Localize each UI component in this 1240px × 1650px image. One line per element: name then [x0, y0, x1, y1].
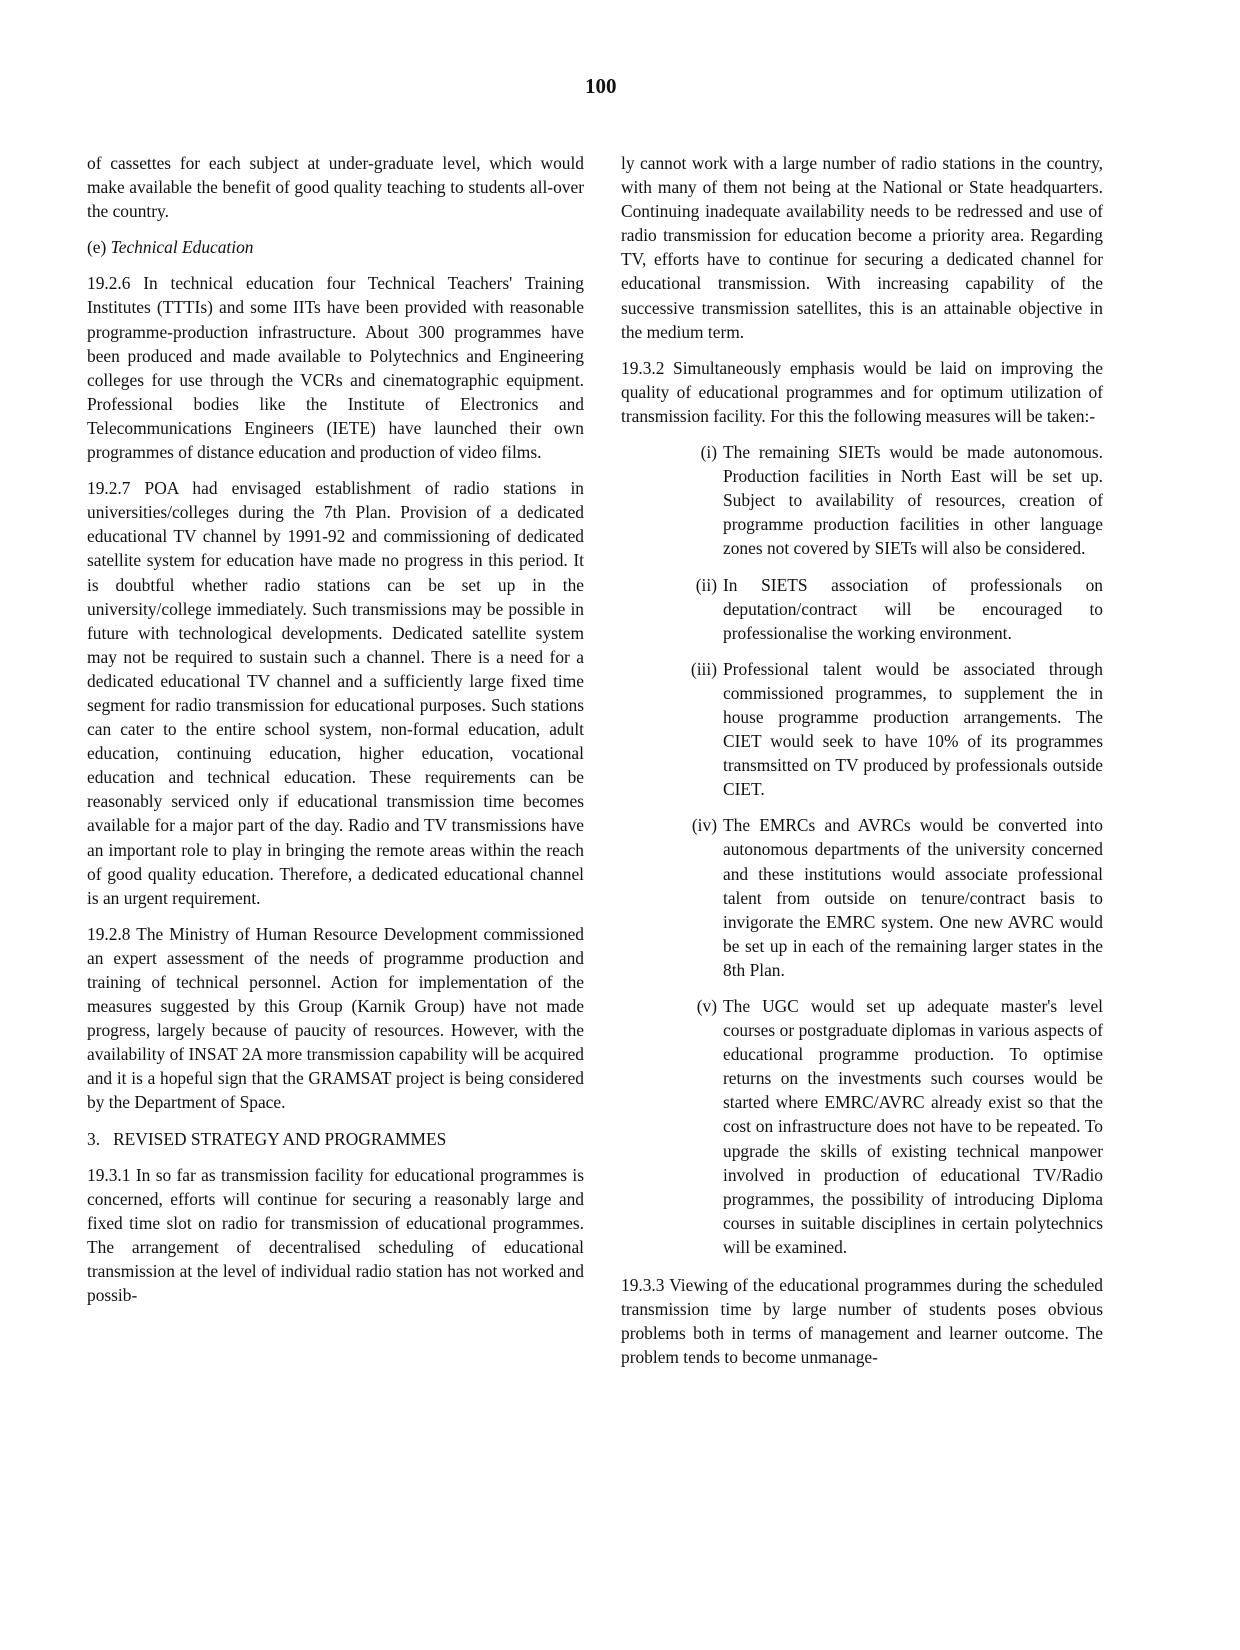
list-item-text: In SIETS association of professionals on deputation/contract will be encouraged to professionalise the working environment. [723, 574, 1103, 643]
section-heading-revised-strategy: 3. REVISED STRATEGY AND PROGRAMMES [87, 1128, 447, 1149]
list-item-number: (ii) [695, 574, 717, 595]
list-item [621, 657, 1103, 802]
paragraph-19-2-6: 19.2.6 In technical education four Technical Teachers' Training Institutes (TTTIs) and some IITs have been provided with reasonable programme-production infrastructure. About 300 programmes have been produced and made available to Polytechnics and Engineering colleges for use through the VCRs and cinematographic equipment. Professional bodies like the Institute of Electronics and Telecommunications Engineers (IETE) have launched their own programmes of distance education and production of video films. [87, 273, 584, 463]
section-title: Technical Education [110, 237, 254, 258]
right-column [621, 151, 1103, 1381]
measures-list [621, 440, 1103, 1259]
paragraph-19-3-2: 19.3.2 Simultaneously emphasis would be laid on improving the quality of educational programmes and for optimum utilization of transmission facility. For this the following measures will be taken:- [621, 357, 1103, 426]
list-item [621, 573, 1103, 645]
paragraph-19-3-3: 19.3.3 Viewing of the educational programmes during the scheduled transmission time by large number of students poses obvious problems both in terms of management and learner outcome. The problem tends to become unmanage- [621, 1275, 1103, 1368]
list-item-number: (iii) [690, 658, 717, 679]
list-item-text: The UGC would set up adequate master's level courses or postgraduate diplomas in various aspects of educational programme production. To optimise returns on the investments such courses would be started where EMRC/AVRC already exist so that the cost on infrastructure does not have to be repeated. To upgrade the skills of existing technical manpower involved in production of educational TV/Radio programmes, the possibility of introducing Diploma courses in suitable disciplines in certain polytechnics will be examined. [723, 996, 1103, 1257]
list-item-number: (iv) [691, 815, 717, 836]
paragraph-continued: ly cannot work with a large number of radio stations in the country, with many of them not being at the National or State headquarters. Continuing inadequate availability needs to be redressed and use of radio transmission for education become a priority area. Regarding TV, efforts have to continue for securing a dedicated channel for educational transmission. With increasing capability of the successive transmission satellites, this is an attainable objective in the medium term. [621, 153, 1103, 342]
page-number: 100 [585, 74, 617, 98]
left-column [87, 151, 584, 1319]
list-item-number: (v) [696, 996, 717, 1016]
list-item-text: The remaining SIETs would be made autonomous. Production facilities in North East will be set up. Subject to availability of resources, creation of programme production facilities in other language zones not covered by SIETs will also be considered. [723, 442, 1103, 559]
paragraph-19-3-1: 19.3.1 In so far as transmission facility for educational programmes is concerned, efforts will continue for securing a reasonably large and fixed time slot on radio for transmission of educational programmes. The arrangement of decentralised scheduling of educational transmission at the level of individual radio station has not worked and possib- [87, 1164, 584, 1306]
list-item [621, 994, 1103, 1259]
list-item-text: Professional talent would be associated through commissioned programmes, to supplement the in house programme production arrangements. The CIET would seek to have 10% of its programmes transmsitted on TV produced by professionals outside CIET. [723, 658, 1103, 800]
list-item-text: The EMRCs and AVRCs would be converted into autonomous departments of the university concerned and these institutions would associate professional talent from outside on tenure/contract basis to invigorate the EMRC system. One new AVRC would be set up in each of the remaining larger states in the 8th Plan. [723, 815, 1103, 980]
paragraph-19-2-7: 19.2.7 POA had envisaged establishment of radio stations in universities/colleges during the 7th Plan. Provision of a dedicated educational TV channel by 1991-92 and commissioning of dedicated satellite system for education have made no progress in this period. It is doubtful whether radio stations can be set up in the university/college immediately. Such transmissions may be possible in future with technological developments. Dedicated satellite system may not be required to sustain such a channel. There is a need for a dedicated educational TV channel and a sufficiently large fixed time segment for radio transmission for educational purposes. Such stations can cater to the entire school system, non-formal education, adult education, continuing education, higher education, vocational education and technical education. These requirements can be reasonably serviced only if educational transmission time becomes available for a major part of the day. Radio and TV transmissions have an important role to play in bringing the remote areas within the reach of good quality education. Therefore, a dedicated educational channel is an urgent requirement. [87, 478, 584, 908]
list-item [621, 813, 1103, 982]
section-heading-technical-education [87, 235, 584, 259]
paragraph-intro: of cassettes for each subject at under-graduate level, which would make available the benefit of good quality teaching to students all-over the country. [87, 153, 584, 222]
paragraph-19-2-8: 19.2.8 The Ministry of Human Resource Development commissioned an expert assessment of the needs of programme production and training of technical personnel. Action for implementation of the measures suggested by this Group (Karnik Group) have not made progress, largely because of paucity of resources. However, with the availability of INSAT 2A more transmission capability will be acquired and it is a hopeful sign that the GRAMSAT project is being considered by the Department of Space. [87, 923, 584, 1113]
section-label: (e) [87, 237, 107, 258]
list-item-number: (i) [700, 442, 717, 463]
list-item [621, 440, 1103, 560]
